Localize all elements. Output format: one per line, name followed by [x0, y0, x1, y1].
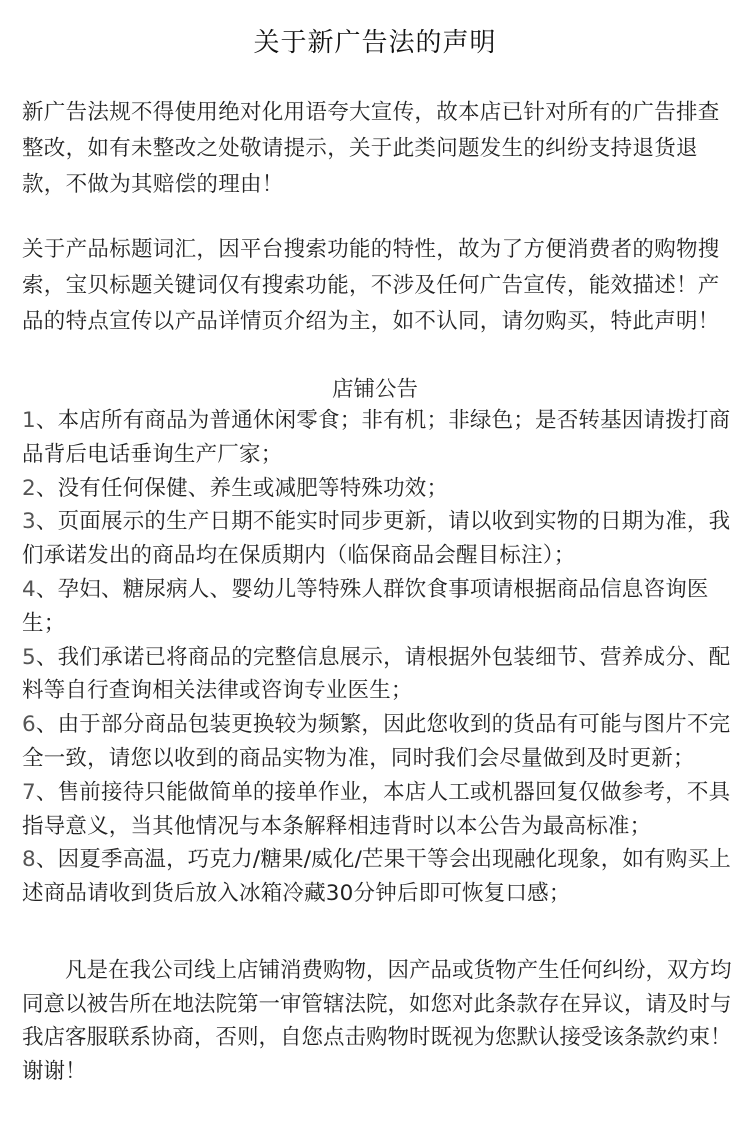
product-title-statement-paragraph: 关于产品标题词汇，因平台搜索功能的特性，故为了方便消费者的购物搜索，宝贝标题关键词仅有搜索功能，不涉及任何广告宣传，能效描述！产品的特点宣传以产品详情页介绍为主，如不认同，请勿购买，特此声明！: [22, 237, 720, 334]
notice-item-text: 、由于部分商品包装更换较为频繁，因此您收到的货品有可能与图片不完全一致，请您以收到的商品实物为准，同时我们会尽量做到及时更新；: [22, 712, 731, 771]
notice-item-number: 7: [22, 779, 36, 805]
notice-item-number: 6: [22, 712, 36, 738]
store-notice-list: [22, 404, 734, 911]
notice-item-number: 5: [22, 644, 36, 670]
page-title: 关于新广告法的声明: [253, 28, 497, 58]
notice-item-number: 8: [22, 847, 36, 873]
notice-item: [22, 708, 734, 776]
notice-item: [22, 776, 734, 844]
notice-item-number: 4: [22, 576, 36, 602]
ad-law-statement-paragraph: 新广告法规不得使用绝对化用语夸大宣传，故本店已针对所有的广告排查整改，如有未整改之处敬请提示，关于此类问题发生的纠纷支持退货退款，不做为其赔偿的理由！: [22, 100, 720, 197]
notice-item: [22, 472, 734, 506]
store-notice-heading: 店铺公告: [331, 377, 418, 402]
notice-item-text: 、没有任何保健、养生或减肥等特殊功效；: [35, 475, 449, 501]
notice-item-text: 、售前接待只能做简单的接单作业，本店人工或机器回复仅做参考，不具指导意义，当其他情况与本条解释相违背时以本公告为最高标准；: [22, 779, 731, 839]
closing-statement: 凡是在我公司线上店铺消费购物，因产品或货物产生任何纠纷，双方均同意以被告所在地法院第一审管辖法院，如您对此条款存在异议，请及时与我店客服联系协商，否则，自您点击购物时既视为您默认接受该条款约束！谢谢！: [22, 958, 732, 1084]
notice-item-text: 、本店所有商品为普通休闲零食；非有机；非绿色；是否转基因请拨打商品背后电话垂询生产厂家；: [22, 408, 731, 467]
notice-item-number: 1: [22, 408, 36, 433]
notice-item-text: 、因夏季高温，巧克力/糖果/威化/芒果干等会出现融化现象，如有购买上述商品请收到货后放入冰箱冷藏30分钟后即可恢复口感；: [22, 847, 731, 907]
notice-item-text: 、我们承诺已将商品的完整信息展示，请根据外包装细节、营养成分、配料等自行查询相关法律或咨询专业医生；: [22, 644, 731, 704]
notice-item-number: 3: [22, 509, 36, 535]
notice-item-text: 、页面展示的生产日期不能实时同步更新，请以收到实物的日期为准，我们承诺发出的商品均在保质期内（临保商品会醒目标注）；: [22, 509, 731, 569]
notice-item: [22, 573, 734, 641]
notice-item: [22, 641, 734, 709]
notice-item-number: 2: [22, 475, 36, 501]
notice-item: [22, 505, 734, 573]
notice-item: [22, 404, 734, 472]
notice-item-text: 、孕妇、糖尿病人、婴幼儿等特殊人群饮食事项请根据商品信息咨询医生；: [22, 576, 709, 636]
notice-item: [22, 843, 734, 911]
